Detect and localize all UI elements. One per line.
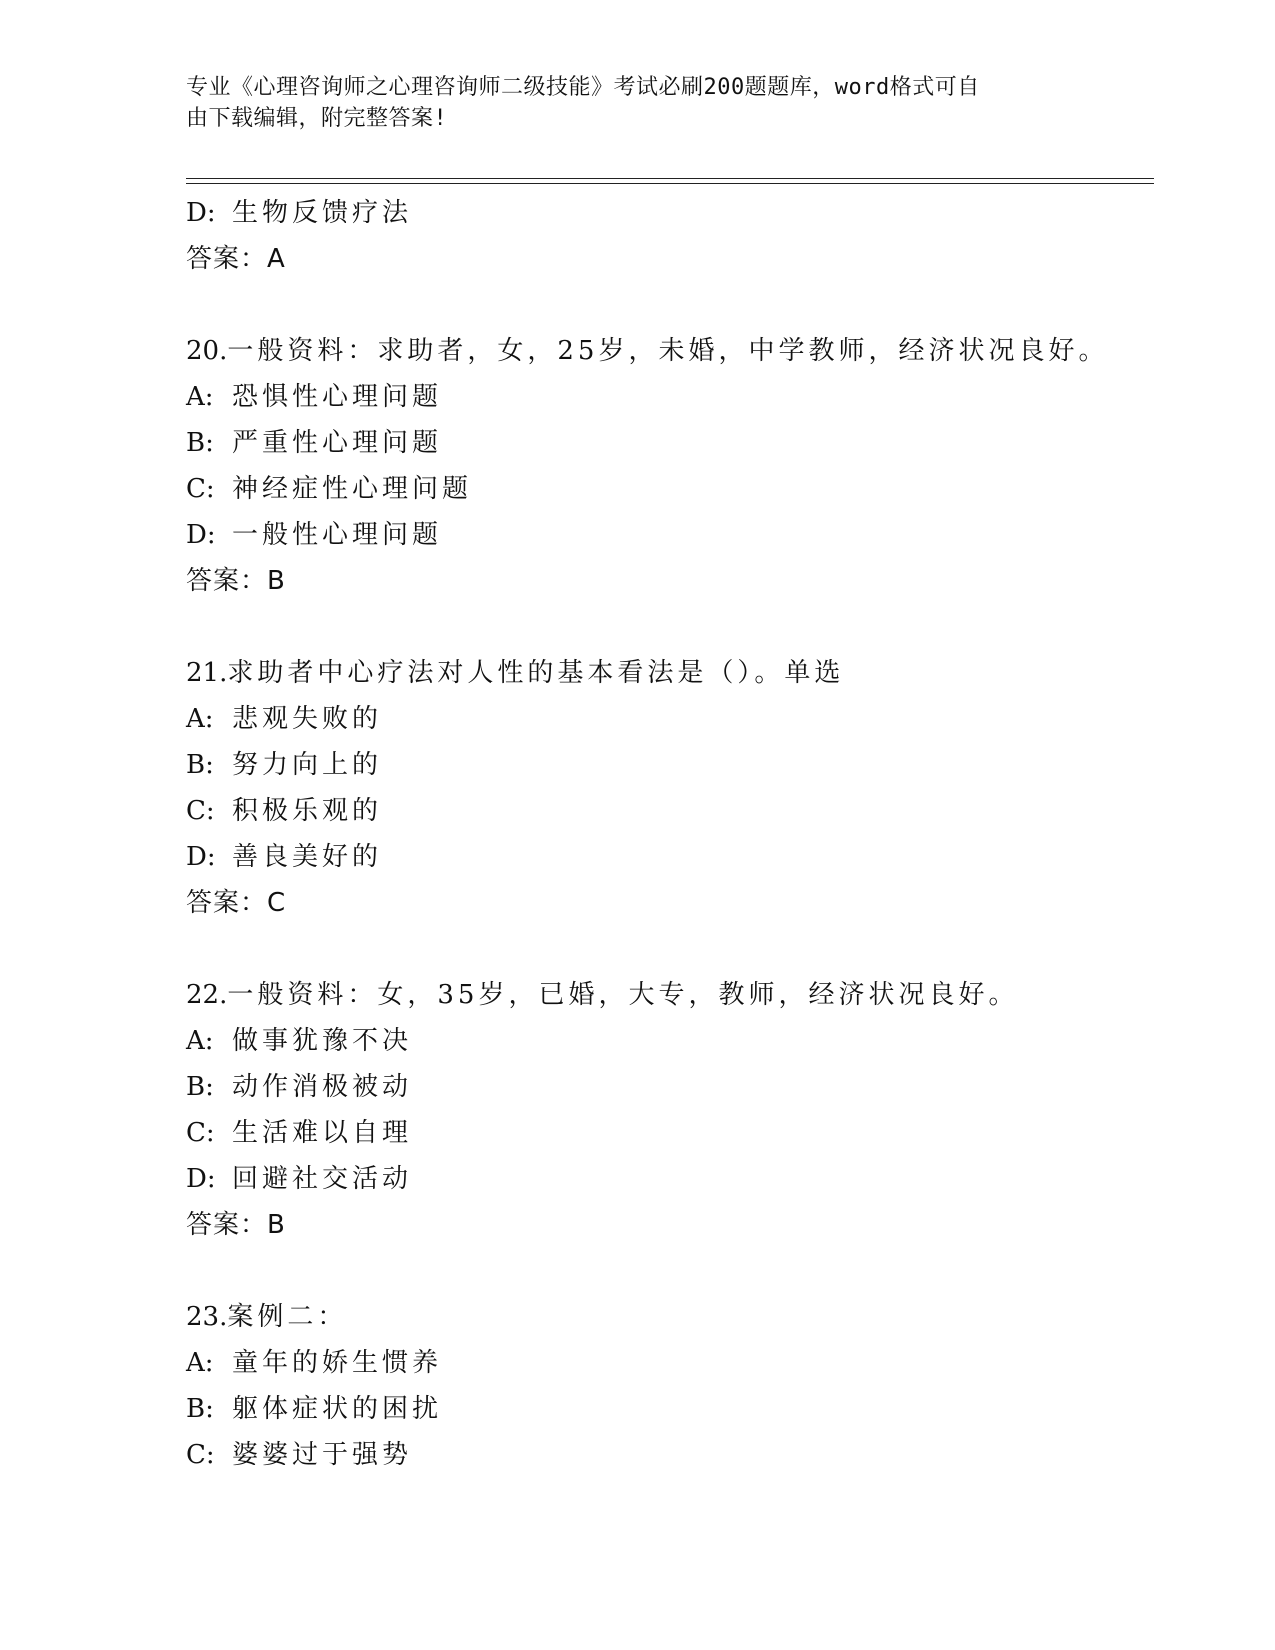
question-number: 21. xyxy=(186,658,228,688)
option-row xyxy=(186,742,1154,788)
option-label: A: xyxy=(186,1026,214,1056)
option-text: 严重性心理问题 xyxy=(232,428,443,458)
option-label: B: xyxy=(186,428,214,458)
option-row xyxy=(186,696,1154,742)
option-text: 恐惧性心理问题 xyxy=(232,382,443,412)
option-row xyxy=(186,1064,1154,1110)
option-row xyxy=(186,1156,1154,1202)
option-label: B: xyxy=(186,750,214,780)
option-label: D: xyxy=(186,520,216,550)
option-label: C: xyxy=(186,474,215,504)
option-text: 生物反馈疗法 xyxy=(232,198,413,228)
option-label: A: xyxy=(186,382,214,412)
option-text: 回避社交活动 xyxy=(232,1164,413,1194)
option-label: B: xyxy=(186,1072,214,1102)
answer-line: 答案：B xyxy=(186,566,286,596)
answer-line: 答案：B xyxy=(186,1210,286,1240)
option-label: A: xyxy=(186,1348,214,1378)
option-text: 善良美好的 xyxy=(232,842,383,872)
question-block-prev xyxy=(186,190,1154,282)
option-text: 努力向上的 xyxy=(232,750,383,780)
option-text: 童年的娇生惯养 xyxy=(232,1348,443,1378)
question-text: 一般资料：女，35岁，已婚，大专，教师，经济状况良好。 xyxy=(227,980,1019,1010)
option-text: 悲观失败的 xyxy=(232,704,383,734)
spacer xyxy=(186,604,1154,650)
question-text: 一般资料：求助者，女，25岁，未婚，中学教师，经济状况良好。 xyxy=(227,336,1109,366)
question-stem xyxy=(186,328,1154,374)
option-row xyxy=(186,1018,1154,1064)
question-list xyxy=(186,190,1154,1478)
option-text: 一般性心理问题 xyxy=(232,520,443,550)
option-label: C: xyxy=(186,796,215,826)
option-label: D: xyxy=(186,842,216,872)
option-row xyxy=(186,420,1154,466)
option-text: 生活难以自理 xyxy=(232,1118,413,1148)
answer-line: 答案：C xyxy=(186,888,287,918)
option-row xyxy=(186,1340,1154,1386)
option-text: 做事犹豫不决 xyxy=(232,1026,413,1056)
question-number: 23. xyxy=(186,1302,228,1332)
option-row xyxy=(186,1110,1154,1156)
option-row xyxy=(186,190,1154,236)
question-block-22 xyxy=(186,972,1154,1248)
option-label: B: xyxy=(186,1394,214,1424)
option-row xyxy=(186,1386,1154,1432)
header-divider-top xyxy=(186,178,1154,179)
question-stem xyxy=(186,972,1154,1018)
option-row xyxy=(186,466,1154,512)
option-row xyxy=(186,1432,1154,1478)
option-label: C: xyxy=(186,1440,215,1470)
option-text: 积极乐观的 xyxy=(232,796,383,826)
header-divider-bottom xyxy=(186,183,1154,184)
document-header xyxy=(186,72,1066,134)
question-block-23 xyxy=(186,1294,1154,1478)
question-block-21 xyxy=(186,650,1154,926)
option-label: C: xyxy=(186,1118,215,1148)
question-stem xyxy=(186,1294,1154,1340)
option-row xyxy=(186,788,1154,834)
option-text: 动作消极被动 xyxy=(232,1072,413,1102)
option-text: 神经症性心理问题 xyxy=(232,474,473,504)
question-text: 案例二： xyxy=(227,1302,348,1332)
option-label: D: xyxy=(186,1164,216,1194)
spacer xyxy=(186,926,1154,972)
option-row xyxy=(186,512,1154,558)
option-row xyxy=(186,834,1154,880)
option-text: 婆婆过于强势 xyxy=(232,1440,413,1470)
option-label: D: xyxy=(186,198,216,228)
option-row xyxy=(186,374,1154,420)
header-line-2: 由下载编辑，附完整答案! xyxy=(186,106,448,131)
spacer xyxy=(186,1248,1154,1294)
option-text: 躯体症状的困扰 xyxy=(232,1394,443,1424)
question-stem xyxy=(186,650,1154,696)
question-text: 求助者中心疗法对人性的基本看法是（）。单选 xyxy=(227,658,845,688)
question-block-20 xyxy=(186,328,1154,604)
spacer xyxy=(186,282,1154,328)
option-label: A: xyxy=(186,704,214,734)
answer-line: 答案：A xyxy=(186,244,286,274)
question-number: 22. xyxy=(186,980,228,1010)
header-line-1: 专业《心理咨询师之心理咨询师二级技能》考试必刷200题题库，word格式可自 xyxy=(186,75,980,100)
question-number: 20. xyxy=(186,336,228,366)
